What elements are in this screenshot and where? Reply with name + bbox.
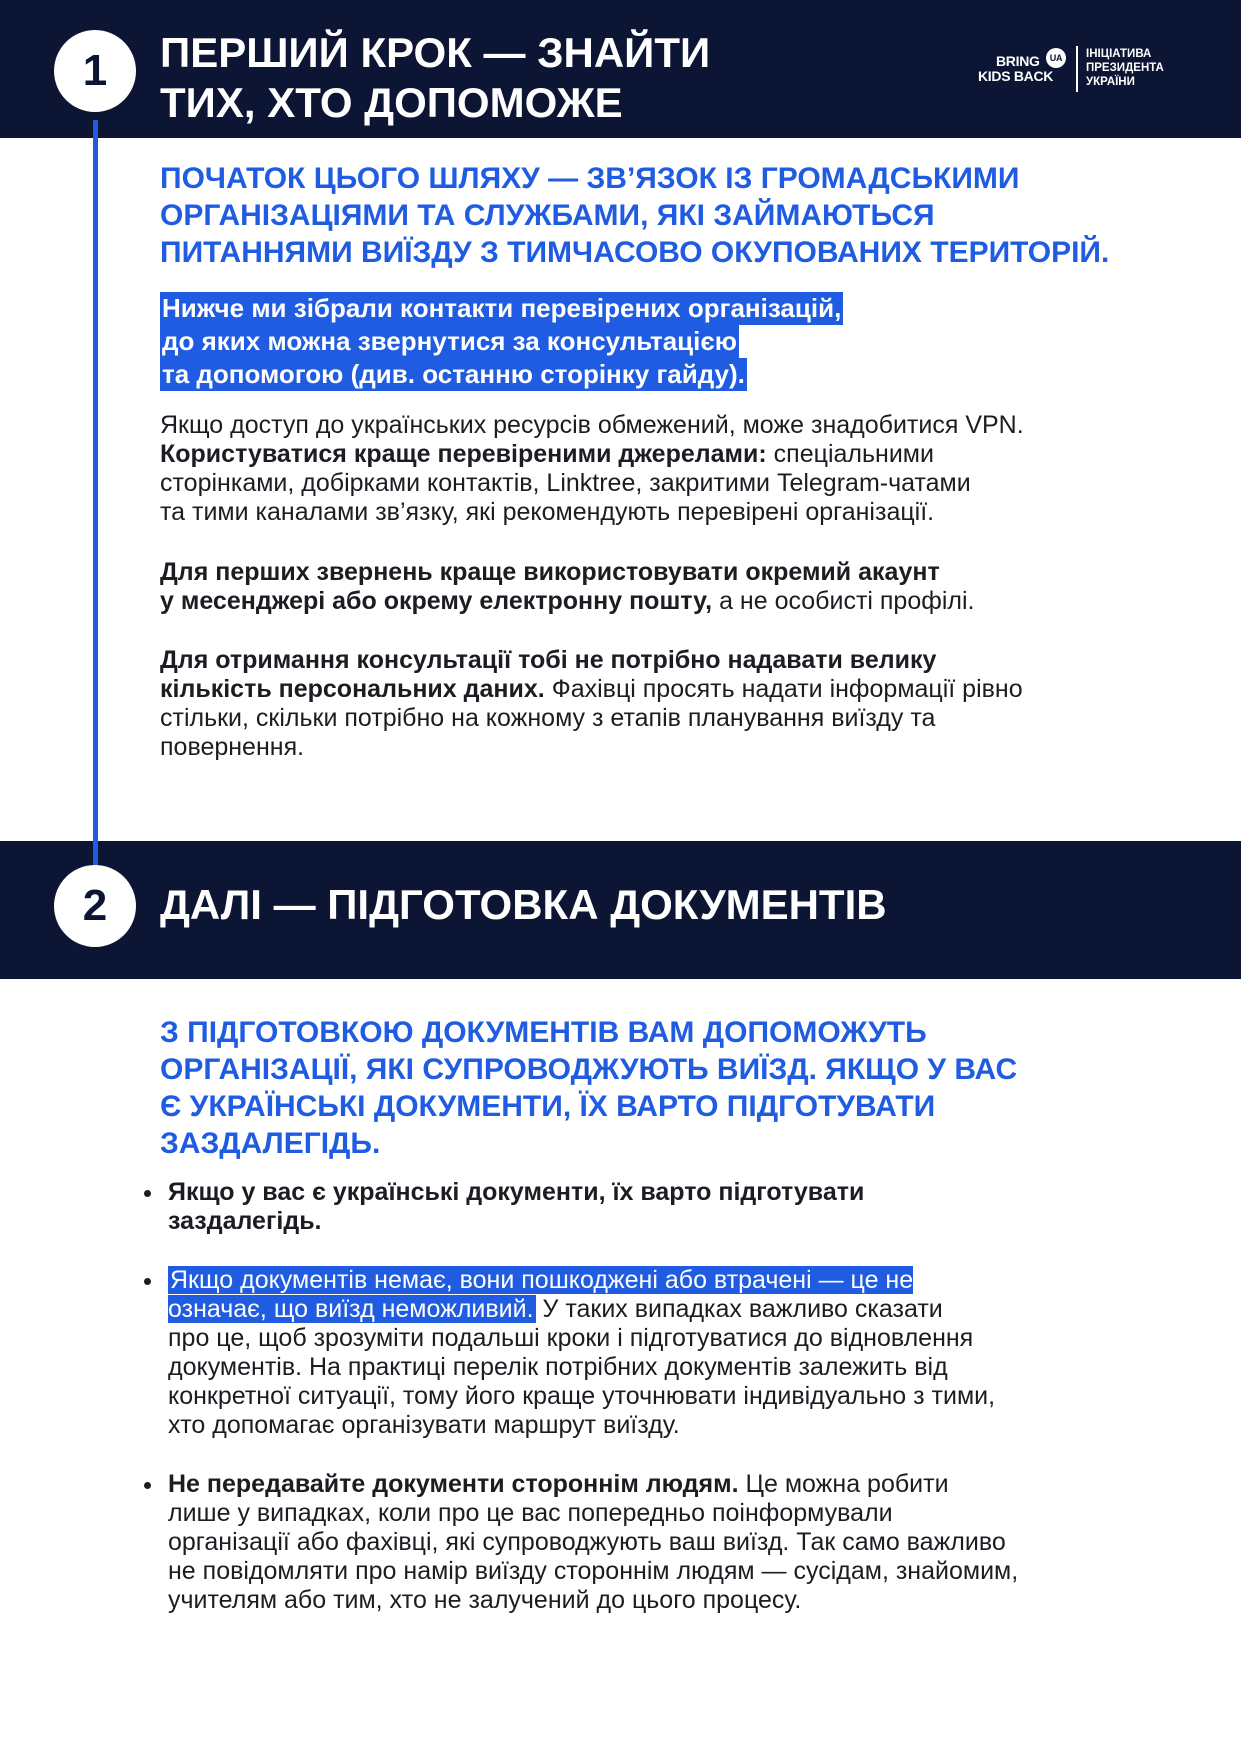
ua-badge-icon: UA xyxy=(1046,48,1066,68)
step-1-title: ПЕРШИЙ КРОК — ЗНАЙТИ ТИХ, ХТО ДОПОМОЖЕ xyxy=(160,29,711,126)
personal-data-paragraph xyxy=(160,646,1180,762)
vpn-intro: Якщо доступ до українських ресурсів обмежений, може знадобитися VPN. xyxy=(160,411,1024,439)
logo-divider xyxy=(1076,46,1078,92)
account-paragraph xyxy=(160,558,1180,616)
step-2-number-badge: 2 xyxy=(54,865,136,947)
documents-list xyxy=(140,1178,1180,1645)
personal-data-rest: Фахівці просять надати інформації рівно стільки, скільки потрібно на кожному з етапів планування виїзду та повернення. xyxy=(160,675,1023,761)
bring-kids-back-wordmark xyxy=(976,50,1063,88)
vpn-rest: спеціальними сторінками, добірками контактів, Linktree, закритими Telegram-чатами та тими каналами зв’язку, які рекомендують перевірені організації. xyxy=(160,440,971,526)
step-2-title: ДАЛІ — ПІДГОТОВКА ДОКУМЕНТІВ xyxy=(160,881,887,928)
list-item xyxy=(140,1178,1180,1236)
bullet-3-rest: Це можна робити лише у випадках, коли про це вас попередньо поінформували організації або фахівці, які супроводжують ваш виїзд. Так само важливо не повідомляти про намір виїзду стороннім людям — сусідам, знайомим, учителям або тим, хто не залучений до цього процесу. xyxy=(168,1470,1019,1614)
personal-data-bold: Для отримання консультації тобі не потрібно надавати велику кількість персональних даних. xyxy=(160,646,937,703)
timeline-connector xyxy=(93,120,98,880)
step-1-lead: ПОЧАТОК ЦЬОГО ШЛЯХУ — ЗВ’ЯЗОК ІЗ ГРОМАДСЬКИМИ ОРГАНІЗАЦІЯМИ ТА СЛУЖБАМИ, ЯКІ ЗАЙМАЮТЬСЯ ПИТАННЯМИ ВИЇЗДУ З ТИМЧАСОВО ОКУПОВАНИХ ТЕРИТОРІЙ. xyxy=(160,162,1110,269)
highlight-line: Нижче ми зібрали контакти перевірених організацій, xyxy=(162,293,842,323)
list-item xyxy=(140,1470,1180,1615)
step-1-highlight xyxy=(160,292,843,391)
step-2-lead: З ПІДГОТОВКОЮ ДОКУМЕНТІВ ВАМ ДОПОМОЖУТЬ ОРГАНІЗАЦІЇ, ЯКІ СУПРОВОДЖУЮТЬ ВИЇЗД. ЯКЩО У ВАС Є УКРАЇНСЬКІ ДОКУМЕНТИ, ЇХ ВАРТО ПІДГОТУВАТИ ЗАЗДАЛЕГІДЬ. xyxy=(160,1016,1018,1160)
logo-line-1: BRING xyxy=(996,53,1040,69)
bullet-1-bold: Якщо у вас є українські документи, їх варто підготувати заздалегідь. xyxy=(168,1178,865,1235)
highlight-line: та допомогою (див. останню сторінку гайду). xyxy=(162,359,745,389)
step-1-number-badge: 1 xyxy=(54,30,136,112)
highlight-line: до яких можна звернутися за консультацією xyxy=(162,326,737,356)
logo-org-text: ІНІЦІАТИВА ПРЕЗИДЕНТА УКРАЇНИ xyxy=(1086,48,1164,88)
bullet-2-highlight: Якщо документів немає, вони пошкоджені або втрачені — це не означає, що виїзд неможливий. xyxy=(168,1266,914,1323)
account-rest: а не особисті профілі. xyxy=(712,587,975,615)
bullet-2-rest: У таких випадках важливо сказати про це, щоб зрозуміти подальші кроки і підготуватися до відновлення документів. На практиці перелік потрібних документів залежить від конкретної ситуації, тому його краще уточнювати індивідуально з тими, хто допомагає організувати маршрут виїзду. xyxy=(168,1295,996,1439)
vpn-paragraph xyxy=(160,411,1180,527)
logo-line-2: KIDS BACK xyxy=(978,68,1054,84)
list-item xyxy=(140,1266,1180,1440)
account-bold: Для перших звернень краще використовувати окремий акаунт у месенджері або окрему електронну пошту, xyxy=(160,558,940,615)
vpn-bold: Користуватися краще перевіреними джерелами: xyxy=(160,440,767,468)
bullet-3-bold: Не передавайте документи стороннім людям. xyxy=(168,1470,739,1498)
